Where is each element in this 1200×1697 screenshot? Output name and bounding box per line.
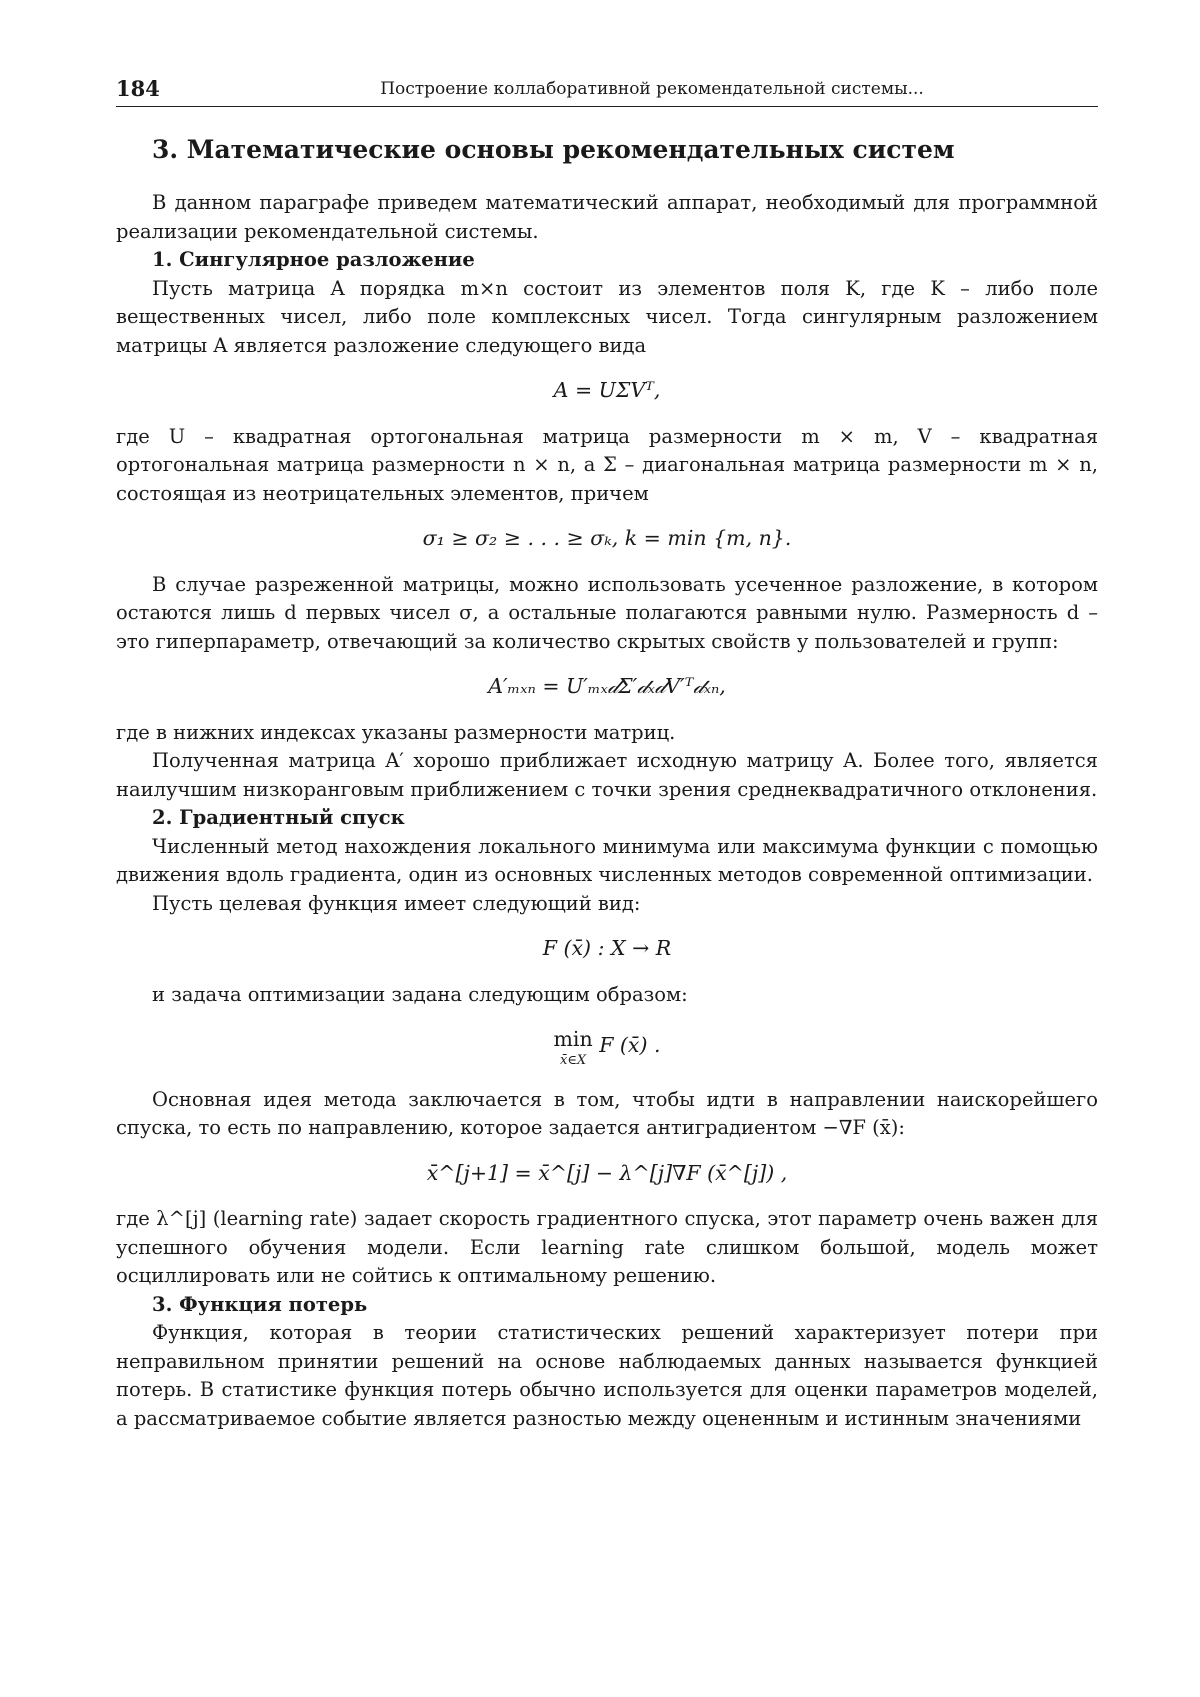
svd-paragraph-3: В случае разреженной матрицы, можно использовать усеченное разложение, в котором остаются лишь d первых чисел σ, а остальные полагаются равными нулю. Размерность d – это гиперпараметр, отвечающий за количество скрытых свойств у пользователей и групп: bbox=[116, 572, 1098, 653]
page-number: 184 bbox=[116, 76, 160, 101]
running-title: Построение коллаборативной рекомендательной системы... bbox=[380, 79, 924, 99]
running-header bbox=[116, 76, 1098, 107]
svd-paragraph-4: где в нижних индексах указаны размерности матриц. bbox=[116, 720, 676, 744]
subsection-heading-svd: 1. Сингулярное разложение bbox=[152, 248, 475, 271]
gradient-update-formula: x̄^[j+1] = x̄^[j] − λ^[j]∇F (x̄^[j]) , bbox=[426, 1160, 788, 1185]
loss-paragraph-1: Функция, которая в теории статистических решений характеризует потери при неправильном принятии решений на основе наблюдаемых данных называется функцией потерь. В статистике функция потерь обычно используется для оценки параметров моделей, а рассматриваемое событие является разностью между оцененным и истинным значениями bbox=[116, 1321, 1098, 1430]
gradient-paragraph-2: Пусть целевая функция имеет следующий вид: bbox=[152, 891, 641, 915]
svd-paragraph-5: Полученная матрица A′ хорошо приближает исходную матрицу A. Более того, является наилучшим низкоранговым приближением с точки зрения среднеквадратичного отклонения. bbox=[116, 749, 1098, 801]
subsection-heading-gradient: 2. Градиентный спуск bbox=[152, 806, 405, 829]
singular-values-formula: σ₁ ≥ σ₂ ≥ . . . ≥ σₖ, k = min {m, n}. bbox=[422, 526, 792, 550]
min-label: min bbox=[553, 1027, 593, 1051]
svd-paragraph-2: где U – квадратная ортогональная матрица размерности m × m, V – квадратная ортогональная матрица размерности n × n, а Σ – диагональная матрица размерности m × n, состоящая из неотрицательных элементов, причем bbox=[116, 424, 1098, 505]
subsection-heading-loss: 3. Функция потерь bbox=[152, 1292, 368, 1316]
optimization-problem-formula bbox=[116, 1025, 1098, 1068]
gradient-paragraph-5: где λ^[j] (learning rate) задает скорость градиентного спуска, этот параметр очень важен для успешного обучения модели. Если learning rate слишком большой, модель может осциллировать или не сойтись к оптимальному решению. bbox=[116, 1207, 1098, 1287]
truncated-svd-formula: A′ₘₓₙ = U′ₘₓ𝒹Σ′𝒹ₓ𝒹V′ᵀ𝒹ₓₙ, bbox=[488, 674, 726, 698]
svd-paragraph-1: Пусть матрица A порядка m×n состоит из элементов поля K, где K – либо поле вещественных чисел, либо поле комплексных чисел. Тогда сингулярным разложением матрицы A является разложение следующего вида bbox=[116, 276, 1098, 357]
objective-function-formula: F (x̄) : X → R bbox=[542, 936, 672, 960]
gradient-paragraph-1: Численный метод нахождения локального минимума или максимума функции с помощью движения вдоль градиента, один из основных численных методов современной оптимизации. bbox=[116, 834, 1098, 886]
body-text bbox=[116, 133, 1098, 1433]
gradient-paragraph-4: Основная идея метода заключается в том, чтобы идти в направлении наискорейшего спуска, то есть по направлению, которое задается антиградиентом −∇F (x̄): bbox=[116, 1087, 1098, 1139]
min-subscript: x̄∈X bbox=[559, 1052, 587, 1068]
svd-formula: A = UΣVᵀ, bbox=[553, 378, 661, 402]
gradient-paragraph-3: и задача оптимизации задана следующим образом: bbox=[152, 982, 688, 1006]
section-title: 3. Математические основы рекомендательных систем bbox=[152, 135, 955, 164]
min-operator bbox=[553, 1025, 592, 1068]
min-argument: F (x̄) . bbox=[599, 1032, 661, 1057]
section-intro: В данном параграфе приведем математический аппарат, необходимый для программной реализации рекомендательной системы. bbox=[116, 191, 1098, 243]
